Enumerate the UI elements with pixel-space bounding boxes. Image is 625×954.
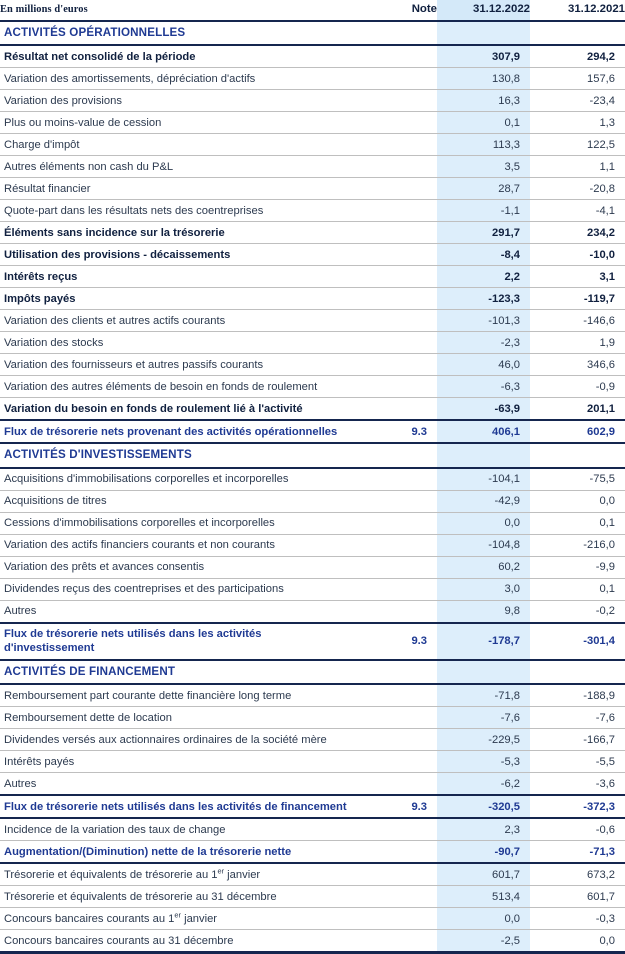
table-row [0,376,625,398]
row-label: Augmentation/(Diminution) nette de la trésorerie nette [0,841,388,864]
row-note [388,222,437,244]
row-value-2022: -71,8 [437,684,530,707]
row-note [388,288,437,310]
row-note [388,908,437,930]
row-value-2021: 673,2 [530,863,625,886]
row-note [388,156,437,178]
row-note [388,266,437,288]
table-row [0,244,625,266]
header-note: Note [388,0,437,21]
section-y2-spacer [530,443,625,467]
row-note: 9.3 [388,795,437,818]
row-label: Éléments sans incidence sur la trésorerie [0,222,388,244]
row-label: Variation des prêts et avances consentis [0,556,388,578]
table-row [0,354,625,376]
ordinal-suffix: er [217,866,225,876]
row-note [388,178,437,200]
row-note [388,90,437,112]
row-note [388,841,437,864]
row-label: Acquisitions d'immobilisations corporelles et incorporelles [0,468,388,491]
row-value-2022: 113,3 [437,134,530,156]
table-row [0,200,625,222]
row-note [388,729,437,751]
table-row [0,707,625,729]
row-value-2021: 122,5 [530,134,625,156]
table-row [0,112,625,134]
row-value-2022: 3,5 [437,156,530,178]
row-value-2022: -8,4 [437,244,530,266]
table-row [0,134,625,156]
row-label: Cessions d'immobilisations corporelles et incorporelles [0,512,388,534]
row-label: Variation des fournisseurs et autres passifs courants [0,354,388,376]
row-value-2021: -75,5 [530,468,625,491]
row-note [388,556,437,578]
row-value-2021: -20,8 [530,178,625,200]
row-value-2022: -1,1 [437,200,530,222]
table-row [0,68,625,90]
row-value-2022: -123,3 [437,288,530,310]
row-value-2021: -166,7 [530,729,625,751]
row-value-2021: -5,5 [530,751,625,773]
row-value-2021: -10,0 [530,244,625,266]
row-value-2021: -9,9 [530,556,625,578]
table-row [0,534,625,556]
row-value-2022: 9,8 [437,600,530,623]
row-value-2021: -7,6 [530,707,625,729]
row-note [388,310,437,332]
row-note [388,200,437,222]
row-label-line2: d'investissement [4,642,95,655]
row-value-2021: 346,6 [530,354,625,376]
table-row [0,578,625,600]
section-note-spacer [388,21,437,45]
row-value-2021: -0,6 [530,818,625,841]
row-label: Intérêts payés [0,751,388,773]
row-label: Dividendes reçus des coentreprises et des participations [0,578,388,600]
header-year-2021: 31.12.2021 [530,0,625,21]
table-row [0,886,625,908]
row-value-2021: -119,7 [530,288,625,310]
row-value-2022: 0,0 [437,908,530,930]
section-header-investing [0,443,625,467]
row-value-2021: -0,3 [530,908,625,930]
row-value-2022: -5,3 [437,751,530,773]
table-row [0,600,625,623]
row-label: Plus ou moins-value de cession [0,112,388,134]
section-y2-spacer [530,660,625,684]
row-value-2022: -63,9 [437,398,530,421]
row-note [388,45,437,68]
section-header-operating [0,21,625,45]
row-value-2021: -4,1 [530,200,625,222]
row-note [388,332,437,354]
row-value-2022: 0,0 [437,512,530,534]
row-note [388,354,437,376]
row-note [388,468,437,491]
row-value-2021: -301,4 [530,623,625,660]
row-value-2021: 0,1 [530,512,625,534]
section-title-investing: ACTIVITÉS D'INVESTISSEMENTS [0,443,388,467]
section-header-financing [0,660,625,684]
table-row [0,908,625,930]
row-value-2021: 3,1 [530,266,625,288]
section-y1-spacer [437,443,530,467]
row-note [388,68,437,90]
row-note [388,930,437,953]
row-value-2021: -216,0 [530,534,625,556]
table-row [0,156,625,178]
row-note: 9.3 [388,623,437,660]
row-value-2022: 513,4 [437,886,530,908]
row-label: Flux de trésorerie nets utilisés dans les activités de financement [0,795,388,818]
row-label: Variation des autres éléments de besoin en fonds de roulement [0,376,388,398]
row-value-2021: 601,7 [530,886,625,908]
row-value-2022: -101,3 [437,310,530,332]
row-label-post: janvier [224,868,261,881]
row-label: Utilisation des provisions - décaissements [0,244,388,266]
table-row [0,310,625,332]
row-value-2022: -2,5 [437,930,530,953]
row-value-2022: -6,3 [437,376,530,398]
row-value-2021: 602,9 [530,420,625,443]
row-value-2022: -320,5 [437,795,530,818]
row-label: Variation des stocks [0,332,388,354]
section-y1-spacer [437,660,530,684]
row-value-2021: -0,9 [530,376,625,398]
table-row [0,751,625,773]
table-row [0,773,625,796]
row-value-2022: -42,9 [437,490,530,512]
row-label: Concours bancaires courants au 31 décembre [0,930,388,953]
row-value-2022: -7,6 [437,707,530,729]
row-note [388,376,437,398]
row-value-2022: -6,2 [437,773,530,796]
row-value-2022: -104,1 [437,468,530,491]
section-y1-spacer [437,21,530,45]
row-value-2022: 130,8 [437,68,530,90]
row-note [388,134,437,156]
row-note [388,244,437,266]
row-note [388,534,437,556]
section-note-spacer [388,660,437,684]
row-note [388,398,437,421]
row-value-2022: -90,7 [437,841,530,864]
table-row [0,90,625,112]
ordinal-suffix: er [174,910,181,920]
row-label: Acquisitions de titres [0,490,388,512]
row-note [388,863,437,886]
row-value-2022: -104,8 [437,534,530,556]
row-note [388,751,437,773]
row-note [388,600,437,623]
table-row [0,332,625,354]
row-value-2021: 0,1 [530,578,625,600]
row-label: Résultat net consolidé de la période [0,45,388,68]
row-value-2021: 1,9 [530,332,625,354]
row-value-2021: -146,6 [530,310,625,332]
row-value-2022: 406,1 [437,420,530,443]
row-value-2021: -71,3 [530,841,625,864]
row-value-2022: 2,2 [437,266,530,288]
row-value-2021: 0,0 [530,930,625,953]
table-row [0,222,625,244]
row-value-2021: -188,9 [530,684,625,707]
table-row [0,468,625,491]
row-label: Incidence de la variation des taux de change [0,818,388,841]
subtotal-row-operating [0,420,625,443]
subtotal-row-financing [0,795,625,818]
row-value-2022: -178,7 [437,623,530,660]
section-title-operating: ACTIVITÉS OPÉRATIONNELLES [0,21,388,45]
row-label: Intérêts reçus [0,266,388,288]
row-value-2021: -23,4 [530,90,625,112]
row-value-2022: 46,0 [437,354,530,376]
row-label: Autres [0,600,388,623]
row-label: Variation des provisions [0,90,388,112]
section-note-spacer [388,443,437,467]
row-value-2021: -0,2 [530,600,625,623]
row-value-2021: 1,3 [530,112,625,134]
table-row [0,930,625,953]
table-row [0,266,625,288]
row-label: Variation des amortissements, dépréciation d'actifs [0,68,388,90]
row-note: 9.3 [388,420,437,443]
row-label: Variation des actifs financiers courants et non courants [0,534,388,556]
row-label: Dividendes versés aux actionnaires ordinaires de la société mère [0,729,388,751]
row-value-2021: 0,0 [530,490,625,512]
section-y2-spacer [530,21,625,45]
row-label: Variation du besoin en fonds de roulement lié à l'activité [0,398,388,421]
row-note [388,578,437,600]
table-row [0,729,625,751]
table-header-row [0,0,625,21]
subtotal-row-investing [0,623,625,660]
row-label: Résultat financier [0,178,388,200]
row-label [0,908,388,930]
row-value-2022: 28,7 [437,178,530,200]
row-label: Trésorerie et équivalents de trésorerie au 31 décembre [0,886,388,908]
row-note [388,773,437,796]
row-value-2022: 291,7 [437,222,530,244]
row-value-2021: -372,3 [530,795,625,818]
row-label: Autres éléments non cash du P&L [0,156,388,178]
row-label: Quote-part dans les résultats nets des coentreprises [0,200,388,222]
row-label: Charge d'impôt [0,134,388,156]
row-label: Flux de trésorerie nets provenant des activités opérationnelles [0,420,388,443]
row-label: Remboursement dette de location [0,707,388,729]
row-value-2022: 60,2 [437,556,530,578]
section-title-financing: ACTIVITÉS DE FINANCEMENT [0,660,388,684]
row-note [388,490,437,512]
table-row [0,288,625,310]
table-row [0,556,625,578]
row-value-2021: 157,6 [530,68,625,90]
table-row [0,684,625,707]
row-note [388,512,437,534]
table-row [0,512,625,534]
row-label: Autres [0,773,388,796]
row-value-2022: 16,3 [437,90,530,112]
row-label [0,623,388,660]
row-value-2021: -3,6 [530,773,625,796]
table-row [0,490,625,512]
row-label: Variation des clients et autres actifs courants [0,310,388,332]
row-label: Impôts payés [0,288,388,310]
table-row [0,863,625,886]
row-value-2022: -2,3 [437,332,530,354]
row-value-2022: 0,1 [437,112,530,134]
table-row [0,398,625,421]
header-year-2022: 31.12.2022 [437,0,530,21]
row-value-2021: 201,1 [530,398,625,421]
row-value-2021: 1,1 [530,156,625,178]
row-value-2021: 294,2 [530,45,625,68]
total-row-net-change [0,841,625,864]
table-row [0,45,625,68]
row-label-pre: Trésorerie et équivalents de trésorerie au 1 [4,868,218,881]
row-value-2022: -229,5 [437,729,530,751]
row-value-2022: 307,9 [437,45,530,68]
row-note [388,112,437,134]
row-value-2021: 234,2 [530,222,625,244]
row-note [388,886,437,908]
row-label-line1: Flux de trésorerie nets utilisés dans les activités [4,628,262,641]
row-label-pre: Concours bancaires courants au 1 [4,912,175,925]
header-unit-label: En millions d'euros [0,0,388,21]
row-value-2022: 601,7 [437,863,530,886]
row-label-post: janvier [180,912,218,925]
row-note [388,707,437,729]
row-value-2022: 3,0 [437,578,530,600]
row-label [0,863,388,886]
table-row [0,178,625,200]
row-value-2022: 2,3 [437,818,530,841]
row-note [388,684,437,707]
row-label: Remboursement part courante dette financière long terme [0,684,388,707]
